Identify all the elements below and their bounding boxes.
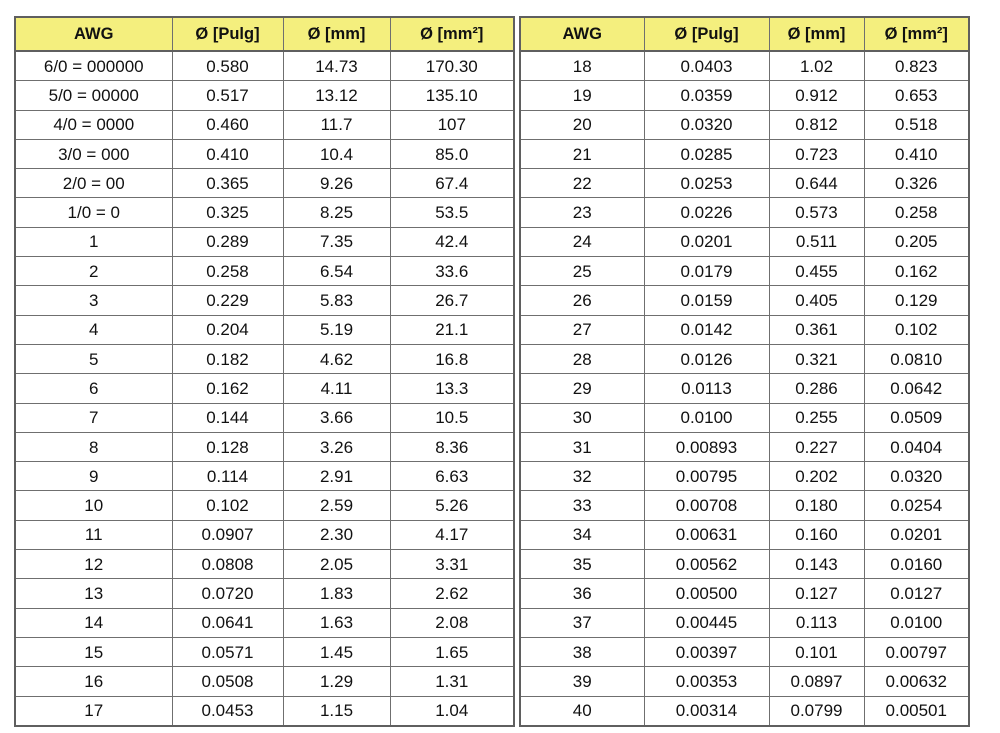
awg-cell: 5/0 = 00000 <box>15 81 172 110</box>
table-row <box>520 579 969 608</box>
header-row <box>15 17 514 51</box>
area-mm2-cell: 0.0127 <box>864 579 969 608</box>
table-row <box>15 51 514 81</box>
table-row <box>15 257 514 286</box>
table-row <box>15 110 514 139</box>
diameter-inch-cell: 0.0641 <box>172 608 283 637</box>
diameter-mm-cell: 1.45 <box>283 637 390 666</box>
diameter-inch-cell: 0.114 <box>172 462 283 491</box>
diameter-inch-cell: 0.0226 <box>644 198 769 227</box>
diameter-inch-cell: 0.580 <box>172 51 283 81</box>
area-mm2-cell: 4.17 <box>390 520 514 549</box>
diameter-inch-cell: 0.289 <box>172 227 283 256</box>
area-mm2-cell: 0.823 <box>864 51 969 81</box>
area-mm2-cell: 10.5 <box>390 403 514 432</box>
diameter-mm-cell: 0.202 <box>769 462 864 491</box>
diameter-inch-cell: 0.365 <box>172 169 283 198</box>
awg-cell: 14 <box>15 608 172 637</box>
awg-cell: 29 <box>520 374 644 403</box>
area-mm2-cell: 0.410 <box>864 139 969 168</box>
table-row <box>15 696 514 726</box>
area-mm2-cell: 21.1 <box>390 315 514 344</box>
diameter-mm-cell: 14.73 <box>283 51 390 81</box>
area-mm2-cell: 16.8 <box>390 344 514 373</box>
awg-cell: 36 <box>520 579 644 608</box>
area-mm2-cell: 85.0 <box>390 139 514 168</box>
diameter-mm-cell: 0.0799 <box>769 696 864 726</box>
diameter-mm-cell: 0.573 <box>769 198 864 227</box>
area-mm2-cell: 53.5 <box>390 198 514 227</box>
area-mm2-cell: 0.0509 <box>864 403 969 432</box>
area-mm2-cell: 3.31 <box>390 550 514 579</box>
diameter-inch-cell: 0.0403 <box>644 51 769 81</box>
table-row <box>15 462 514 491</box>
awg-cell: 33 <box>520 491 644 520</box>
awg-wire-gauge-tables <box>14 16 970 727</box>
area-mm2-cell: 0.0320 <box>864 462 969 491</box>
diameter-mm-cell: 4.11 <box>283 374 390 403</box>
table-row <box>15 520 514 549</box>
table-row <box>15 667 514 696</box>
area-mm2-cell: 0.0160 <box>864 550 969 579</box>
area-mm2-cell: 13.3 <box>390 374 514 403</box>
table-row <box>520 198 969 227</box>
table-row <box>520 462 969 491</box>
diameter-inch-cell: 0.00795 <box>644 462 769 491</box>
table-row <box>15 139 514 168</box>
table-row <box>520 257 969 286</box>
area-mm2-cell: 1.31 <box>390 667 514 696</box>
awg-cell: 27 <box>520 315 644 344</box>
diameter-mm-cell: 9.26 <box>283 169 390 198</box>
diameter-mm-cell: 5.83 <box>283 286 390 315</box>
area-mm2-cell: 8.36 <box>390 432 514 461</box>
diameter-mm-cell: 0.511 <box>769 227 864 256</box>
diameter-inch-cell: 0.0285 <box>644 139 769 168</box>
diameter-inch-cell: 0.102 <box>172 491 283 520</box>
table-row <box>15 198 514 227</box>
diameter-inch-cell: 0.0571 <box>172 637 283 666</box>
diameter-mm-cell: 1.29 <box>283 667 390 696</box>
awg-cell: 22 <box>520 169 644 198</box>
diameter-mm-cell: 0.723 <box>769 139 864 168</box>
area-mm2-cell: 0.129 <box>864 286 969 315</box>
diameter-mm-cell: 0.321 <box>769 344 864 373</box>
awg-cell: 6/0 = 000000 <box>15 51 172 81</box>
awg-table-left <box>14 16 515 727</box>
diameter-inch-cell: 0.325 <box>172 198 283 227</box>
diameter-inch-cell: 0.00445 <box>644 608 769 637</box>
table-row <box>15 432 514 461</box>
area-mm2-cell: 1.04 <box>390 696 514 726</box>
area-mm2-cell: 0.102 <box>864 315 969 344</box>
awg-cell: 25 <box>520 257 644 286</box>
diameter-inch-cell: 0.0159 <box>644 286 769 315</box>
table-row <box>520 374 969 403</box>
awg-cell: 18 <box>520 51 644 81</box>
awg-cell: 8 <box>15 432 172 461</box>
table-row <box>15 169 514 198</box>
diameter-mm-cell: 2.59 <box>283 491 390 520</box>
area-mm2-cell: 1.65 <box>390 637 514 666</box>
awg-cell: 23 <box>520 198 644 227</box>
awg-cell: 28 <box>520 344 644 373</box>
diameter-mm-cell: 0.405 <box>769 286 864 315</box>
area-mm2-cell: 0.00797 <box>864 637 969 666</box>
diameter-inch-cell: 0.0201 <box>644 227 769 256</box>
table-row <box>520 667 969 696</box>
awg-cell: 1/0 = 0 <box>15 198 172 227</box>
diameter-mm-cell: 1.63 <box>283 608 390 637</box>
area-mm2-cell: 6.63 <box>390 462 514 491</box>
diameter-inch-cell: 0.460 <box>172 110 283 139</box>
table-row <box>520 286 969 315</box>
awg-cell: 38 <box>520 637 644 666</box>
diameter-inch-cell: 0.0808 <box>172 550 283 579</box>
diameter-inch-cell: 0.0179 <box>644 257 769 286</box>
awg-cell: 4 <box>15 315 172 344</box>
awg-cell: 35 <box>520 550 644 579</box>
table-row <box>520 110 969 139</box>
area-mm2-cell: 0.518 <box>864 110 969 139</box>
area-mm2-cell: 0.162 <box>864 257 969 286</box>
header-diameter-inch: Ø [Pulg] <box>644 17 769 51</box>
diameter-inch-cell: 0.0126 <box>644 344 769 373</box>
area-mm2-cell: 2.62 <box>390 579 514 608</box>
diameter-mm-cell: 0.143 <box>769 550 864 579</box>
diameter-inch-cell: 0.517 <box>172 81 283 110</box>
area-mm2-cell: 0.0100 <box>864 608 969 637</box>
awg-cell: 7 <box>15 403 172 432</box>
header-diameter-mm: Ø [mm] <box>283 17 390 51</box>
header-row <box>520 17 969 51</box>
diameter-inch-cell: 0.0359 <box>644 81 769 110</box>
diameter-inch-cell: 0.00708 <box>644 491 769 520</box>
awg-cell: 15 <box>15 637 172 666</box>
awg-cell: 11 <box>15 520 172 549</box>
diameter-mm-cell: 1.15 <box>283 696 390 726</box>
diameter-mm-cell: 0.812 <box>769 110 864 139</box>
awg-cell: 5 <box>15 344 172 373</box>
table-row <box>15 403 514 432</box>
area-mm2-cell: 135.10 <box>390 81 514 110</box>
awg-cell: 34 <box>520 520 644 549</box>
awg-cell: 17 <box>15 696 172 726</box>
area-mm2-cell: 0.00501 <box>864 696 969 726</box>
diameter-inch-cell: 0.0907 <box>172 520 283 549</box>
area-mm2-cell: 170.30 <box>390 51 514 81</box>
diameter-mm-cell: 6.54 <box>283 257 390 286</box>
diameter-mm-cell: 2.05 <box>283 550 390 579</box>
table-row <box>520 432 969 461</box>
header-awg: AWG <box>15 17 172 51</box>
awg-cell: 6 <box>15 374 172 403</box>
awg-cell: 40 <box>520 696 644 726</box>
area-mm2-cell: 67.4 <box>390 169 514 198</box>
awg-cell: 39 <box>520 667 644 696</box>
table-row <box>15 579 514 608</box>
table-row <box>520 637 969 666</box>
awg-cell: 19 <box>520 81 644 110</box>
diameter-inch-cell: 0.00314 <box>644 696 769 726</box>
table-row <box>520 169 969 198</box>
header-awg: AWG <box>520 17 644 51</box>
diameter-inch-cell: 0.410 <box>172 139 283 168</box>
table-row <box>520 51 969 81</box>
header-area-mm2: Ø [mm²] <box>864 17 969 51</box>
diameter-inch-cell: 0.0320 <box>644 110 769 139</box>
table-row <box>15 227 514 256</box>
diameter-inch-cell: 0.00397 <box>644 637 769 666</box>
area-mm2-cell: 26.7 <box>390 286 514 315</box>
area-mm2-cell: 107 <box>390 110 514 139</box>
table-row <box>15 315 514 344</box>
table-row <box>15 491 514 520</box>
diameter-mm-cell: 0.361 <box>769 315 864 344</box>
header-diameter-mm: Ø [mm] <box>769 17 864 51</box>
diameter-inch-cell: 0.00353 <box>644 667 769 696</box>
diameter-inch-cell: 0.00631 <box>644 520 769 549</box>
area-mm2-cell: 0.326 <box>864 169 969 198</box>
table-row <box>520 696 969 726</box>
awg-cell: 4/0 = 0000 <box>15 110 172 139</box>
awg-cell: 16 <box>15 667 172 696</box>
diameter-inch-cell: 0.258 <box>172 257 283 286</box>
area-mm2-cell: 42.4 <box>390 227 514 256</box>
diameter-mm-cell: 3.26 <box>283 432 390 461</box>
area-mm2-cell: 5.26 <box>390 491 514 520</box>
diameter-mm-cell: 10.4 <box>283 139 390 168</box>
diameter-mm-cell: 0.644 <box>769 169 864 198</box>
table-row <box>15 637 514 666</box>
diameter-mm-cell: 0.227 <box>769 432 864 461</box>
table-row <box>15 344 514 373</box>
table-row <box>520 81 969 110</box>
awg-cell: 30 <box>520 403 644 432</box>
area-mm2-cell: 0.00632 <box>864 667 969 696</box>
diameter-mm-cell: 5.19 <box>283 315 390 344</box>
area-mm2-cell: 33.6 <box>390 257 514 286</box>
table-row <box>520 344 969 373</box>
diameter-inch-cell: 0.00500 <box>644 579 769 608</box>
awg-cell: 1 <box>15 227 172 256</box>
table-row <box>15 550 514 579</box>
diameter-mm-cell: 0.912 <box>769 81 864 110</box>
area-mm2-cell: 2.08 <box>390 608 514 637</box>
diameter-mm-cell: 0.255 <box>769 403 864 432</box>
diameter-mm-cell: 13.12 <box>283 81 390 110</box>
diameter-mm-cell: 0.0897 <box>769 667 864 696</box>
awg-cell: 13 <box>15 579 172 608</box>
awg-cell: 2 <box>15 257 172 286</box>
table-row <box>15 374 514 403</box>
header-diameter-inch: Ø [Pulg] <box>172 17 283 51</box>
table-row <box>520 315 969 344</box>
awg-table-right <box>519 16 970 727</box>
diameter-inch-cell: 0.229 <box>172 286 283 315</box>
awg-cell: 32 <box>520 462 644 491</box>
diameter-mm-cell: 0.101 <box>769 637 864 666</box>
table-row <box>520 550 969 579</box>
awg-cell: 31 <box>520 432 644 461</box>
diameter-inch-cell: 0.0100 <box>644 403 769 432</box>
diameter-inch-cell: 0.0720 <box>172 579 283 608</box>
table-row <box>15 286 514 315</box>
diameter-inch-cell: 0.0142 <box>644 315 769 344</box>
awg-cell: 37 <box>520 608 644 637</box>
awg-cell: 2/0 = 00 <box>15 169 172 198</box>
awg-cell: 20 <box>520 110 644 139</box>
diameter-inch-cell: 0.0453 <box>172 696 283 726</box>
area-mm2-cell: 0.0254 <box>864 491 969 520</box>
diameter-inch-cell: 0.00893 <box>644 432 769 461</box>
diameter-inch-cell: 0.0253 <box>644 169 769 198</box>
diameter-mm-cell: 1.02 <box>769 51 864 81</box>
diameter-mm-cell: 2.91 <box>283 462 390 491</box>
diameter-mm-cell: 8.25 <box>283 198 390 227</box>
diameter-inch-cell: 0.0113 <box>644 374 769 403</box>
header-area-mm2: Ø [mm²] <box>390 17 514 51</box>
table-row <box>520 139 969 168</box>
diameter-mm-cell: 0.127 <box>769 579 864 608</box>
awg-cell: 21 <box>520 139 644 168</box>
diameter-inch-cell: 0.00562 <box>644 550 769 579</box>
table-row <box>15 81 514 110</box>
awg-cell: 24 <box>520 227 644 256</box>
diameter-mm-cell: 0.113 <box>769 608 864 637</box>
awg-cell: 12 <box>15 550 172 579</box>
awg-cell: 10 <box>15 491 172 520</box>
table-row <box>520 227 969 256</box>
area-mm2-cell: 0.258 <box>864 198 969 227</box>
area-mm2-cell: 0.0810 <box>864 344 969 373</box>
awg-cell: 26 <box>520 286 644 315</box>
diameter-mm-cell: 0.180 <box>769 491 864 520</box>
area-mm2-cell: 0.205 <box>864 227 969 256</box>
awg-cell: 3 <box>15 286 172 315</box>
table-row <box>520 403 969 432</box>
diameter-inch-cell: 0.144 <box>172 403 283 432</box>
table-row <box>520 491 969 520</box>
diameter-mm-cell: 1.83 <box>283 579 390 608</box>
diameter-inch-cell: 0.204 <box>172 315 283 344</box>
table-row <box>520 608 969 637</box>
diameter-mm-cell: 3.66 <box>283 403 390 432</box>
diameter-mm-cell: 4.62 <box>283 344 390 373</box>
area-mm2-cell: 0.0201 <box>864 520 969 549</box>
awg-cell: 3/0 = 000 <box>15 139 172 168</box>
table-row <box>520 520 969 549</box>
area-mm2-cell: 0.0642 <box>864 374 969 403</box>
diameter-inch-cell: 0.162 <box>172 374 283 403</box>
area-mm2-cell: 0.653 <box>864 81 969 110</box>
diameter-mm-cell: 0.286 <box>769 374 864 403</box>
diameter-inch-cell: 0.182 <box>172 344 283 373</box>
diameter-inch-cell: 0.0508 <box>172 667 283 696</box>
diameter-mm-cell: 7.35 <box>283 227 390 256</box>
diameter-inch-cell: 0.128 <box>172 432 283 461</box>
table-row <box>15 608 514 637</box>
awg-cell: 9 <box>15 462 172 491</box>
diameter-mm-cell: 0.160 <box>769 520 864 549</box>
area-mm2-cell: 0.0404 <box>864 432 969 461</box>
diameter-mm-cell: 2.30 <box>283 520 390 549</box>
diameter-mm-cell: 0.455 <box>769 257 864 286</box>
diameter-mm-cell: 11.7 <box>283 110 390 139</box>
